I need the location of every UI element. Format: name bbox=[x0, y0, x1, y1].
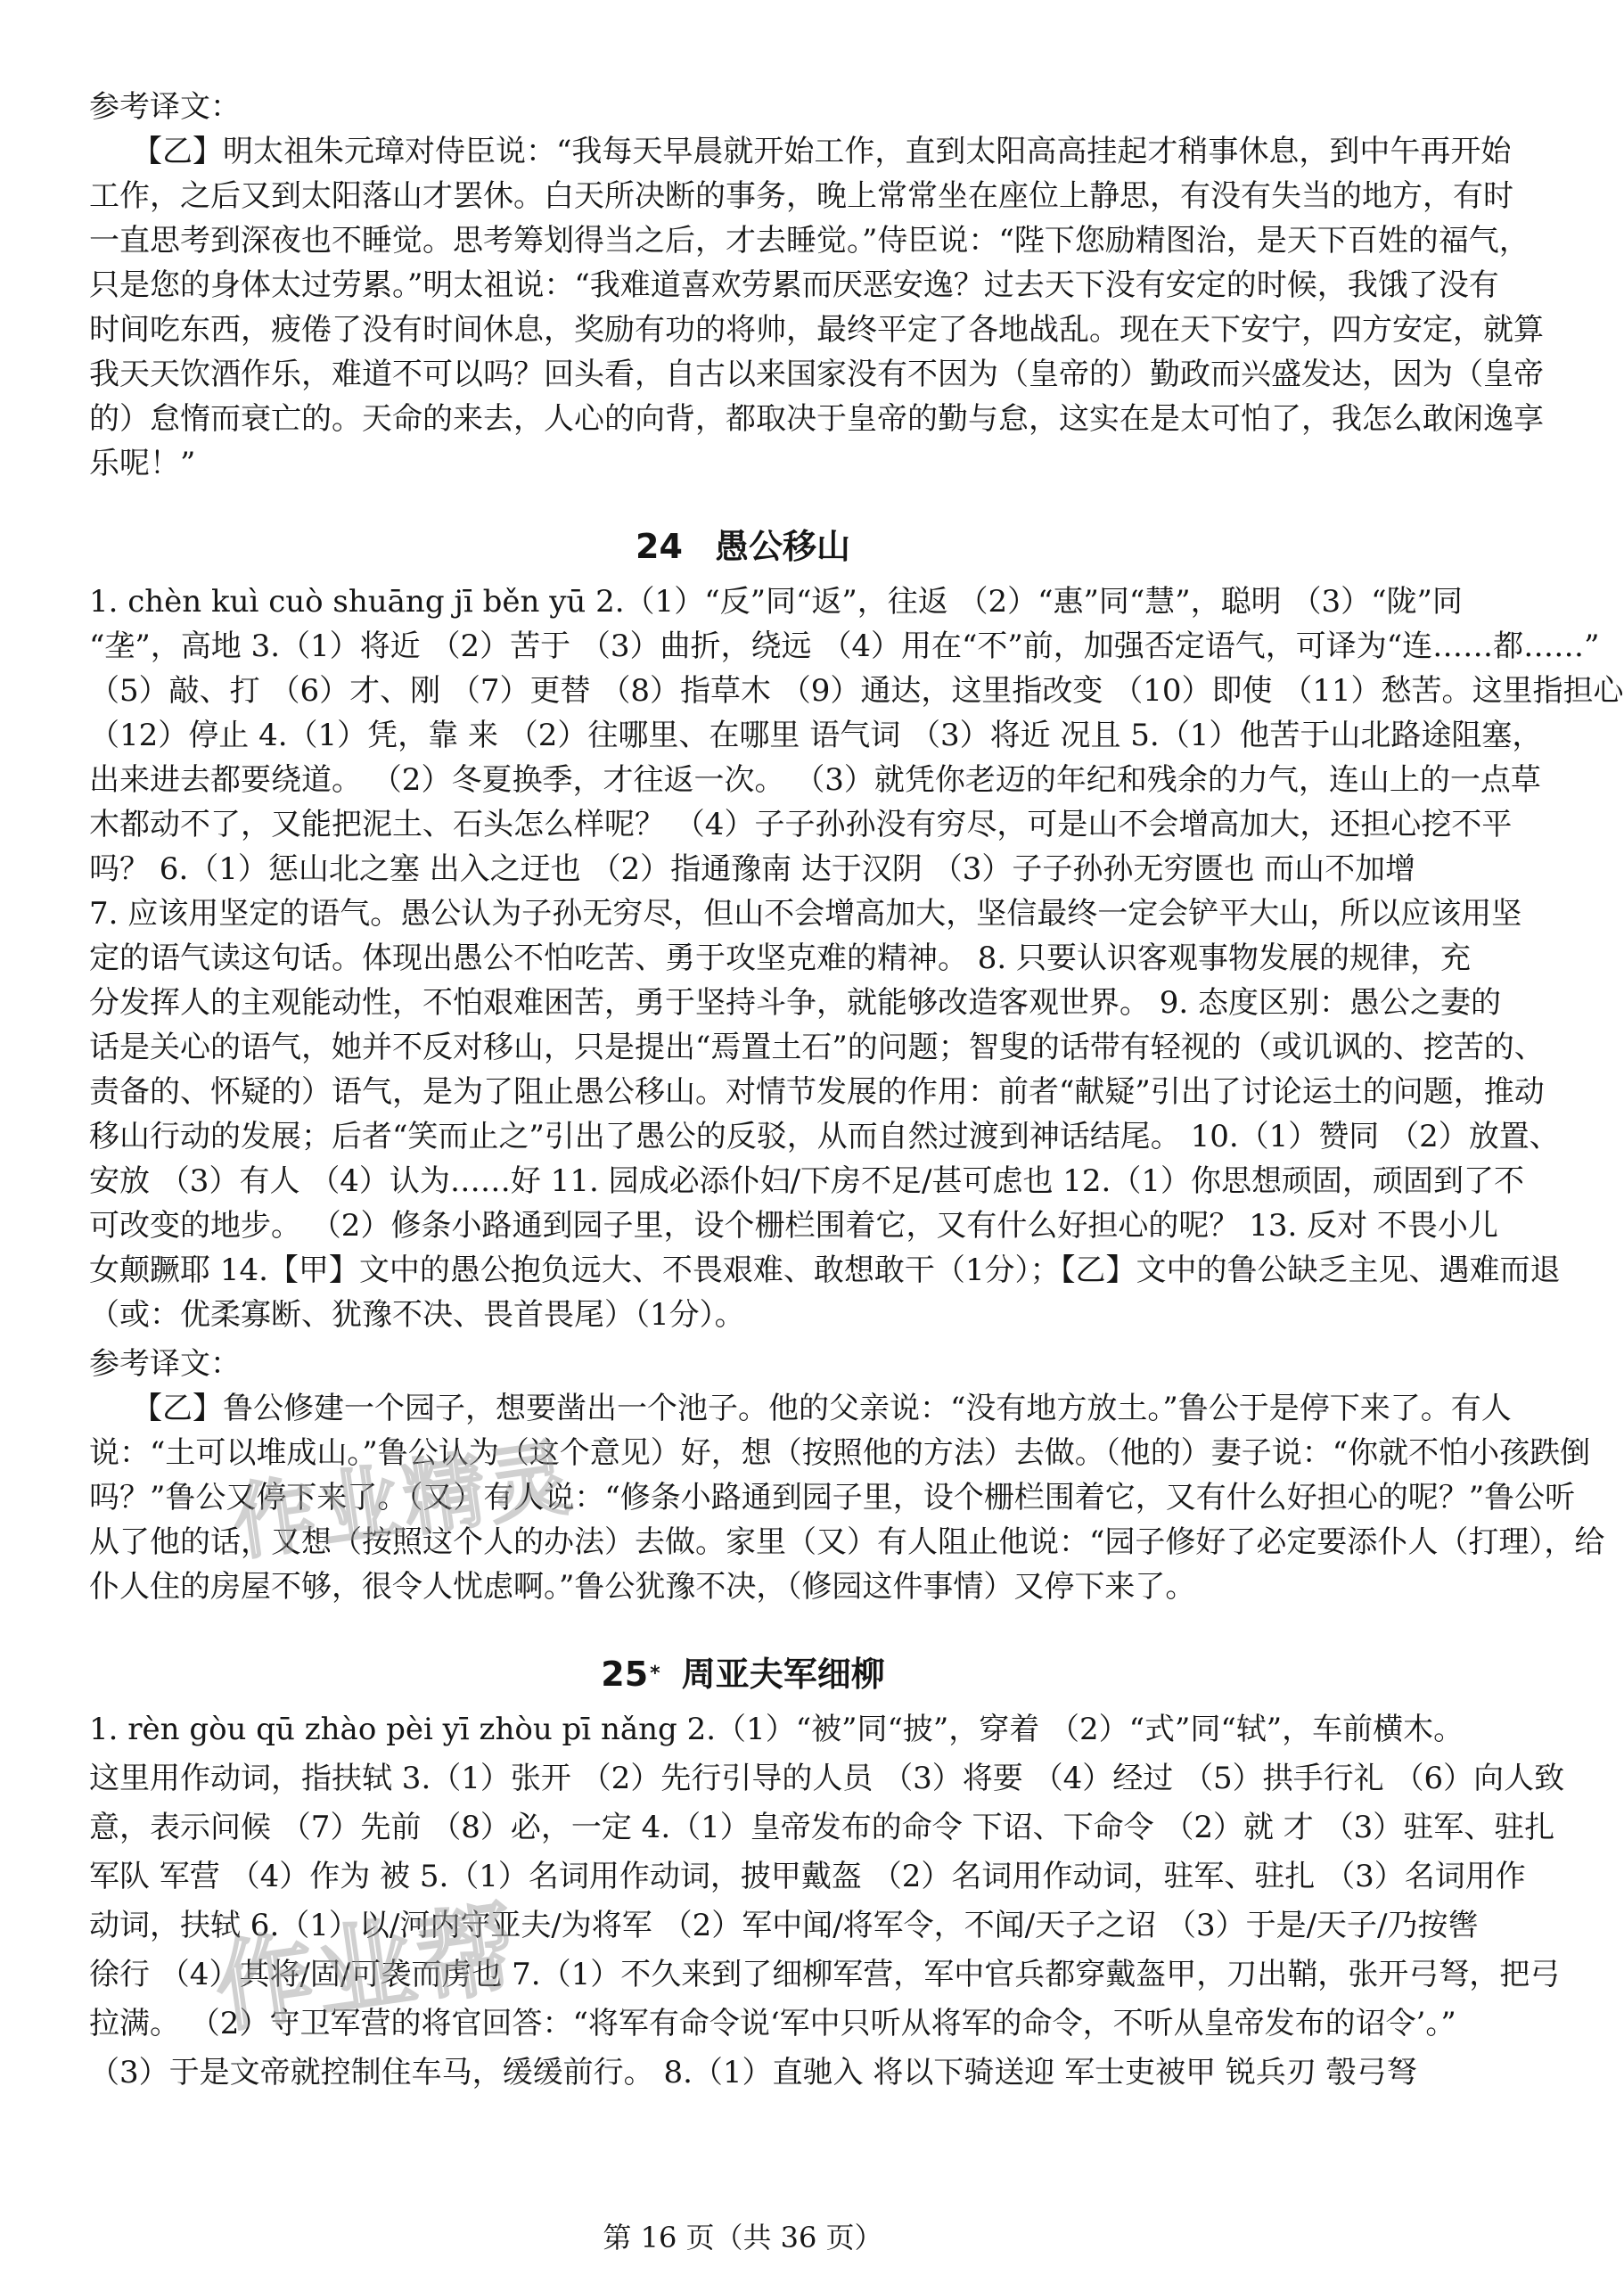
paragraph-line: 时间吃东西，疲倦了没有时间休息，奖励有功的将帅，最终平定了各地战乱。现在天下安宁，四方安定，就算 bbox=[89, 312, 1544, 348]
answer-line: 分发挥人的主观能动性，不怕艰难困苦，勇于坚持斗争，就能够改造客观世界。 9. 态度区别：愚公之妻的 bbox=[89, 985, 1502, 1021]
answer-line: 徐行 （4）其将/固/可袭而虏也 7.（1）不久来到了细柳军营，军中官兵都穿戴盔甲，刀出鞘，张开弓弩，把弓 bbox=[89, 1957, 1561, 1992]
ref-translation-label: 参考译文： bbox=[89, 89, 241, 125]
answer-line: 话是关心的语气，她并不反对移山，只是提出“焉置土石”的问题；智叟的话带有轻视的（或讥讽的、挖苦的、 bbox=[89, 1030, 1545, 1065]
optional-mark: * bbox=[650, 1663, 660, 1685]
answer-line: 1. chèn kuì cuò shuāng jī běn yū 2.（1）“反”同“返”，往返 （2）“惠”同“慧”，聪明 （3）“陇”同 bbox=[89, 584, 1463, 620]
answer-line: 出来进去都要绕道。 （2）冬夏换季，才往返一次。 （3）就凭你老迈的年纪和残余的力气，连山上的一点草 bbox=[89, 762, 1541, 798]
answer-line: 安放 （3）有人 （4）认为……好 11. 园成必添仆妇/下房不足/甚可虑也 12.（1）你思想顽固，顽固到了不 bbox=[89, 1163, 1524, 1199]
answer-line: 拉满。 （2）守卫军营的将官回答：“将军有命令说‘军中只听从将军的命令，不听从皇帝发布的诏令’。” bbox=[89, 2006, 1456, 2041]
answer-line: 可改变的地步。 （2）修条小路通到园子里，设个栅栏围着它，又有什么好担心的呢？ 13. 反对 不畏小儿 bbox=[89, 1208, 1498, 1244]
answer-line: 1. rèn gòu qū zhào pèi yī zhòu pī nǎng 2.（1）“被”同“披”，穿着 （2）“式”同“轼”，车前横木。 bbox=[89, 1712, 1464, 1747]
answer-line: 这里用作动词，指扶轼 3.（1）张开 （2）先行引导的人员 （3）将要 （4）经过 （5）拱手行礼 （6）向人致 bbox=[89, 1761, 1565, 1796]
paragraph-line: 【乙】鲁公修建一个园子，想要凿出一个池子。他的父亲说：“没有地方放土。”鲁公于是停下来了。有人 bbox=[132, 1391, 1512, 1426]
watermark: 作业精灵 bbox=[227, 1429, 580, 1573]
section-title-text: 愚公移山 bbox=[714, 527, 850, 566]
paragraph-line: 吗？”鲁公又停下来了。（又）有人说：“修条小路通到园子里，设个栅栏围着它，又有什么好担心的呢？”鲁公听 bbox=[89, 1480, 1576, 1515]
paragraph-line: 的）怠惰而衰亡的。天命的来去，人心的向背，都取决于皇帝的勤与怠，这实在是太可怕了，我怎么敢闲逸享 bbox=[89, 401, 1544, 437]
answer-line: 吗？ 6.（1）惩山北之塞 出入之迂也 （2）指通豫南 达于汉阴 （3）子子孙孙无穷匮也 而山不加增 bbox=[89, 851, 1416, 887]
answer-line: 责备的、怀疑的）语气，是为了阻止愚公移山。对情节发展的作用：前者“献疑”引出了讨论运土的问题，推动 bbox=[89, 1074, 1545, 1110]
answer-line: 定的语气读这句话。体现出愚公不怕吃苦、勇于攻坚克难的精神。 8. 只要认识客观事物发展的规律，充 bbox=[89, 940, 1472, 976]
answer-line: “垄”，高地 3.（1）将近 （2）苦于 （3）曲折，绕远 （4）用在“不”前，加强否定语气，可译为“连……都……” bbox=[89, 628, 1600, 664]
watermark: 作业帮 bbox=[209, 1890, 527, 2047]
section-title-25 bbox=[0, 1654, 1486, 1695]
answer-line: （5）敲、打 （6）才、刚 （7）更替 （8）指草木 （9）通达，这里指改变 （10）即使 （11）愁苦。这里指担心 bbox=[89, 673, 1624, 709]
paragraph-line: 工作，之后又到太阳落山才罢休。白天所决断的事务，晚上常常坐在座位上静思，有没有失当的地方，有时 bbox=[89, 178, 1513, 214]
paragraph-line: 【乙】明太祖朱元璋对侍臣说：“我每天早晨就开始工作，直到太阳高高挂起才稍事休息，到中午再开始 bbox=[132, 134, 1512, 169]
paragraph-line: 说：“土可以堆成山。”鲁公认为（这个意见）好，想（按照他的方法）去做。（他的）妻子说：“你就不怕小孩跌倒 bbox=[89, 1435, 1591, 1471]
answer-line: 木都动不了，又能把泥土、石头怎么样呢？ （4）子子孙孙没有穷尽，可是山不会增高加大，还担心挖不平 bbox=[89, 807, 1513, 842]
section-title-24 bbox=[0, 526, 1486, 567]
answer-line: 7. 应该用坚定的语气。愚公认为子孙无穷尽，但山不会增高加大，坚信最终一定会铲平大山，所以应该用坚 bbox=[89, 896, 1522, 932]
paragraph-line: 乐呢！” bbox=[89, 446, 196, 481]
paragraph-line: 我天天饮酒作乐，难道不可以吗？回头看，自古以来国家没有不因为（皇帝的）勤政而兴盛发达，因为（皇帝 bbox=[89, 357, 1544, 392]
page-number: 第 16 页（共 36 页） bbox=[603, 2221, 883, 2254]
answer-line: 移山行动的发展；后者“笑而止之”引出了愚公的反驳，从而自然过渡到神话结尾。 10.（1）赞同 （2）放置、 bbox=[89, 1119, 1560, 1154]
answer-line: 女颠蹶耶 14.【甲】文中的愚公抱负远大、不畏艰难、敢想敢干（1分）；【乙】文中的鲁公缺乏主见、遇难而退 bbox=[89, 1252, 1561, 1288]
paragraph-line: 一直思考到深夜也不睡觉。思考筹划得当之后，才去睡觉。”侍臣说：“陛下您励精图治，是天下百姓的福气， bbox=[89, 223, 1530, 259]
answer-line: （或：优柔寡断、犹豫不决、畏首畏尾）（1分）。 bbox=[89, 1297, 745, 1333]
paragraph-line: 只是您的身体太过劳累。”明太祖说：“我难道喜欢劳累而厌恶安逸？过去天下没有安定的时候，我饿了没有 bbox=[89, 267, 1499, 303]
paragraph-line: 从了他的话，又想（按照这个人的办法）去做。家里（又）有人阻止他说：“园子修好了必定要添仆人（打理），给 bbox=[89, 1524, 1605, 1560]
answer-line: （12）停止 4.（1）凭，靠 来 （2）往哪里、在哪里 语气词 （3）将近 况且 5.（1）他苦于山北路途阻塞， bbox=[89, 718, 1543, 753]
ref-translation-label: 参考译文： bbox=[89, 1346, 241, 1382]
answer-line: （3）于是文帝就控制住车马，缓缓前行。 8.（1）直驰入 将以下骑送迎 军士吏被甲 锐兵刃 彀弓弩 bbox=[89, 2055, 1417, 2090]
answer-line: 军队 军营 （4）作为 被 5.（1）名词用作动词，披甲戴盔 （2）名词用作动词，驻军、驻扎 （3）名词用作 bbox=[89, 1859, 1526, 1894]
section-number: 25 bbox=[601, 1655, 649, 1694]
section-number: 24 bbox=[636, 527, 683, 566]
paragraph-line: 仆人住的房屋不够，很令人忧虑啊。”鲁公犹豫不决，（修园这件事情）又停下来了。 bbox=[89, 1569, 1196, 1605]
answer-line: 动词，扶轼 6.（1）以/河内守亚夫/为将军 （2）军中闻/将军令，不闻/天子之诏 （3）于是/天子/乃按辔 bbox=[89, 1908, 1479, 1943]
section-title-text: 周亚夫军细柳 bbox=[681, 1655, 885, 1694]
answer-line: 意，表示问候 （7）先前 （8）必，一定 4.（1）皇帝发布的命令 下诏、下命令 （2）就 才 （3）驻军、驻扎 bbox=[89, 1810, 1555, 1845]
